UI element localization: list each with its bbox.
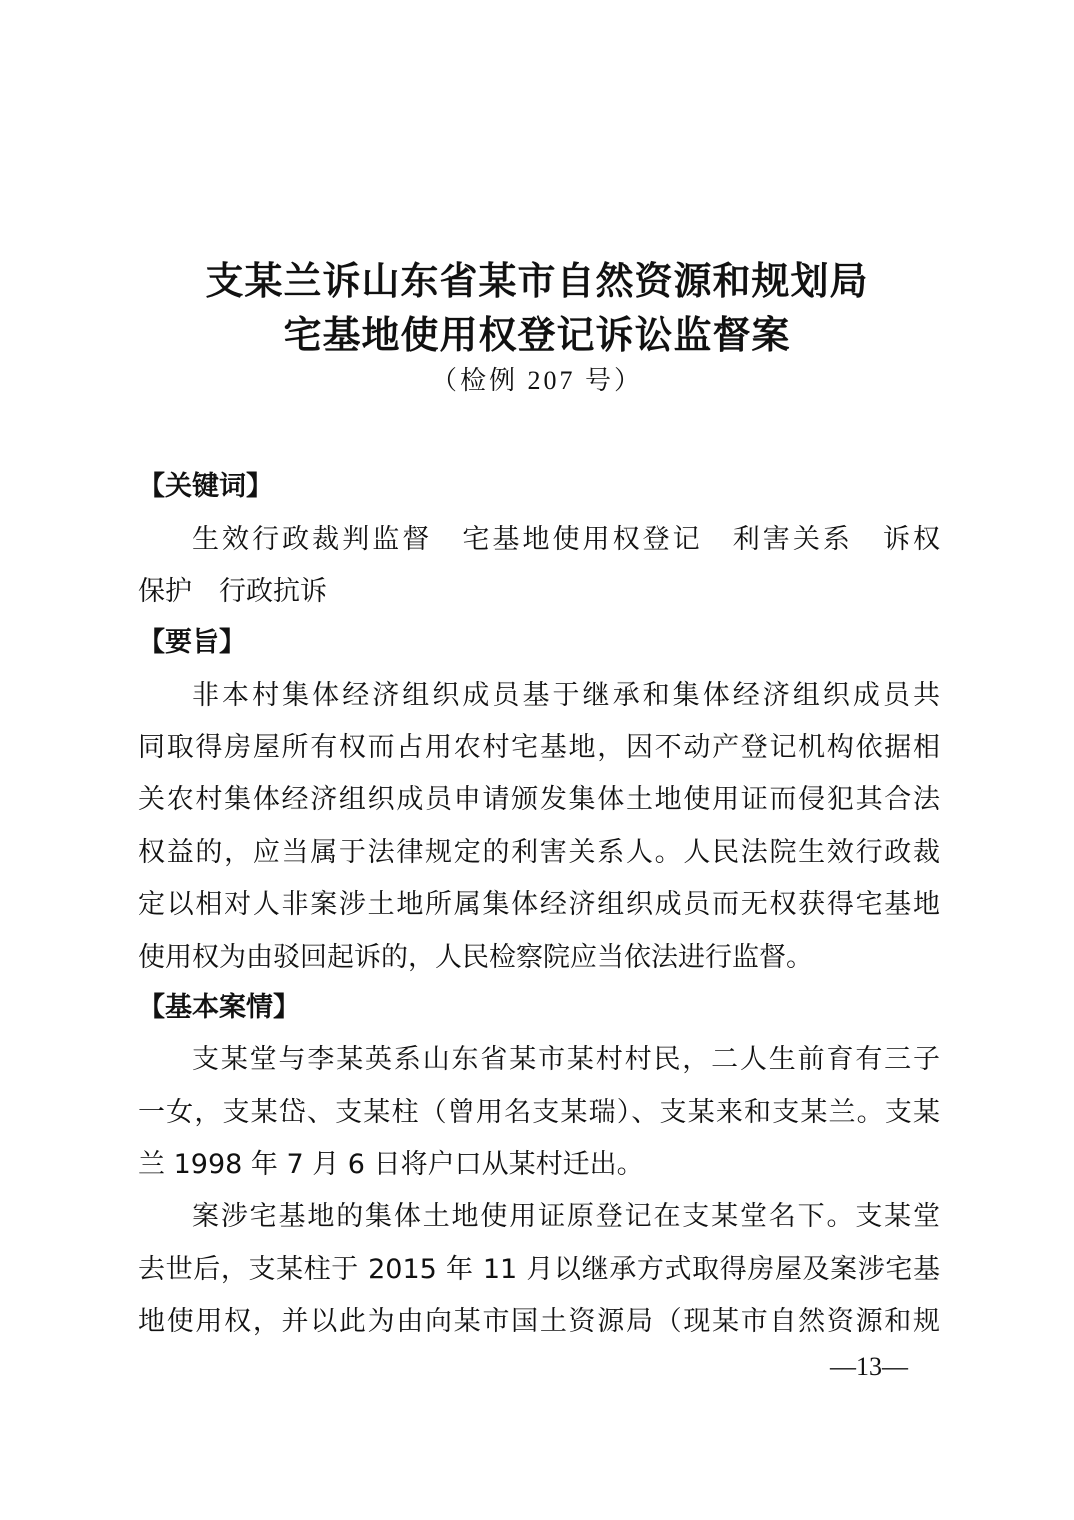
gist-line: 关农村集体经济组织成员申请颁发集体土地使用证而侵犯其合法 [138, 784, 940, 815]
keywords-heading: 【关键词】 [138, 471, 273, 502]
case-number: （检例 207 号） [430, 366, 643, 395]
gist-line: 定以相对人非案涉土地所属集体经济组织成员而无权获得宅基地 [138, 889, 940, 920]
facts-line: 地使用权，并以此为由向某市国土资源局（现某市自然资源和规 [138, 1306, 940, 1337]
gist-line: 权益的，应当属于法律规定的利害关系人。人民法院生效行政裁 [138, 837, 940, 868]
gist-line: 同取得房屋所有权而占用农村宅基地，因不动产登记机构依据相 [138, 732, 940, 763]
facts-line: 一女，支某岱、支某柱（曾用名支某瑞）、支某来和支某兰。支某 [138, 1097, 940, 1128]
keywords-line: 保护 行政抗诉 [138, 576, 327, 607]
facts-line: 兰 1998 年 7 月 6 日将户口从某村迁出。 [138, 1149, 644, 1180]
gist-line: 使用权为由驳回起诉的，人民检察院应当依法进行监督。 [138, 942, 813, 973]
page-number: —13— [830, 1352, 908, 1381]
title-line-1: 支某兰诉山东省某市自然资源和规划局 [205, 258, 869, 303]
gist-line: 非本村集体经济组织成员基于继承和集体经济组织成员共 [192, 680, 940, 711]
gist-heading: 【要旨】 [138, 627, 246, 658]
facts-line: 案涉宅基地的集体土地使用证原登记在支某堂名下。支某堂 [192, 1201, 940, 1232]
facts-heading: 【基本案情】 [138, 992, 300, 1023]
facts-line: 去世后，支某柱于 2015 年 11 月以继承方式取得房屋及案涉宅基 [138, 1254, 940, 1285]
keywords-line: 生效行政裁判监督 宅基地使用权登记 利害关系 诉权 [192, 524, 940, 555]
facts-line: 支某堂与李某英系山东省某市某村村民，二人生前育有三子 [192, 1044, 940, 1075]
title-line-2: 宅基地使用权登记诉讼监督案 [283, 312, 791, 357]
